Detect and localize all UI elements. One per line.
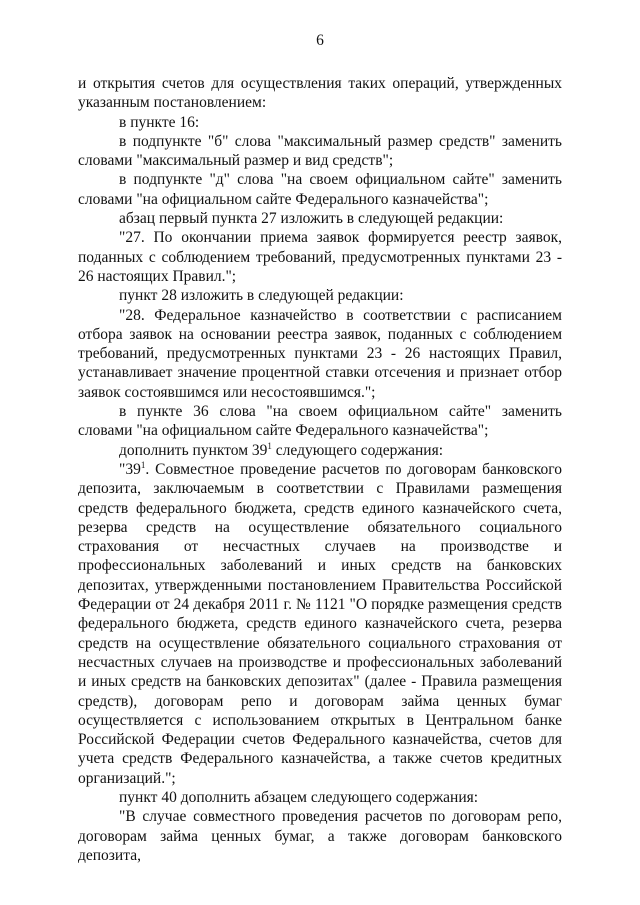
paragraph-text: пункт 40 дополнить абзацем следующего содержания:	[119, 788, 479, 806]
paragraph-text: дополнить пунктом 39	[119, 441, 268, 459]
paragraph-text: в подпункте "б" слова "максимальный размер средств" заменить словами "максимальный размер и вид средств";	[78, 132, 562, 170]
paragraph	[78, 460, 562, 788]
paragraph	[78, 170, 562, 209]
paragraph-text-continued: следующего содержания:	[271, 441, 444, 459]
paragraph-text-continued: . Совместное проведение расчетов по договорам банковского депозита, заключаемым в соответствии с Правилами размещения средств федерального бюджета, средств единого казначейского счета, резерва средств на осуществление обязательного социального страхования от несчастных случаев на производстве и профессиональных заболеваний и иных средств на банковских депозитах, утвержденными постановлением Правительства Российской Федерации от 24 декабря 2011 г. № 1121 "О порядке размещения средств федерального бюджета, средств единого казначейского счета, резерва средств на осуществление обязательного социального страхования от несчастных случаев на производстве и профессиональных заболеваний и иных средств на банковских депозитах" (далее - Правила размещения средств), договорам репо и договорам займа ценных бумаг осуществляется с использованием открытых в Центральном банке Российской Федерации счетов Федерального казначейства, счетов для учета средств Федерального казначейства, а также счетов кредитных организаций.";	[78, 460, 562, 787]
paragraph-text: в подпункте "д" слова "на своем официальном сайте" заменить словами "на официальном сайте Федерального казначейства";	[78, 171, 562, 208]
paragraph	[78, 306, 562, 402]
paragraph-text: в пункте 36 слова "на своем официальном сайте" заменить словами "на официальном сайте Федерального казначейства";	[78, 403, 562, 440]
paragraph-text: "27. По окончании приема заявок формируется реестр заявок, поданных с соблюдением требований, предусмотренных пунктами 23 - 26 настоящих Правил.";	[78, 229, 562, 285]
paragraph	[78, 113, 562, 132]
paragraph-text: в пункте 16:	[119, 113, 200, 131]
paragraph	[78, 74, 562, 113]
paragraph	[78, 209, 562, 228]
paragraph-text: и открытия счетов для осуществления таких операций, утвержденных указанным постановлением:	[78, 75, 562, 112]
document-body	[78, 74, 562, 865]
paragraph-text: абзац первый пункта 27 изложить в следующей редакции:	[119, 210, 504, 228]
paragraph-text: "39	[119, 460, 141, 478]
paragraph	[78, 788, 562, 807]
paragraph	[78, 402, 562, 441]
paragraph	[78, 286, 562, 305]
paragraph	[78, 441, 562, 460]
page-number: 6	[316, 32, 324, 49]
paragraph	[78, 132, 562, 171]
paragraph-text: пункт 28 изложить в следующей редакции:	[119, 287, 404, 305]
paragraph	[78, 807, 562, 865]
superscript: 1	[140, 459, 146, 470]
paragraph-text: "28. Федеральное казначейство в соответствии с расписанием отбора заявок на основании реестра заявок, поданных с соблюдением требований, предусмотренных пунктами 23 - 26 настоящих Правил, устанавливает значение процентной ставки отсечения и признает отбор заявок состоявшимся или несостоявшимся.";	[78, 306, 562, 401]
superscript: 1	[267, 440, 272, 451]
paragraph-text: "В случае совместного проведения расчетов по договорам репо, договорам займа ценных бумаг, а также договорам банковского депозита,	[78, 808, 562, 864]
paragraph	[78, 228, 562, 286]
